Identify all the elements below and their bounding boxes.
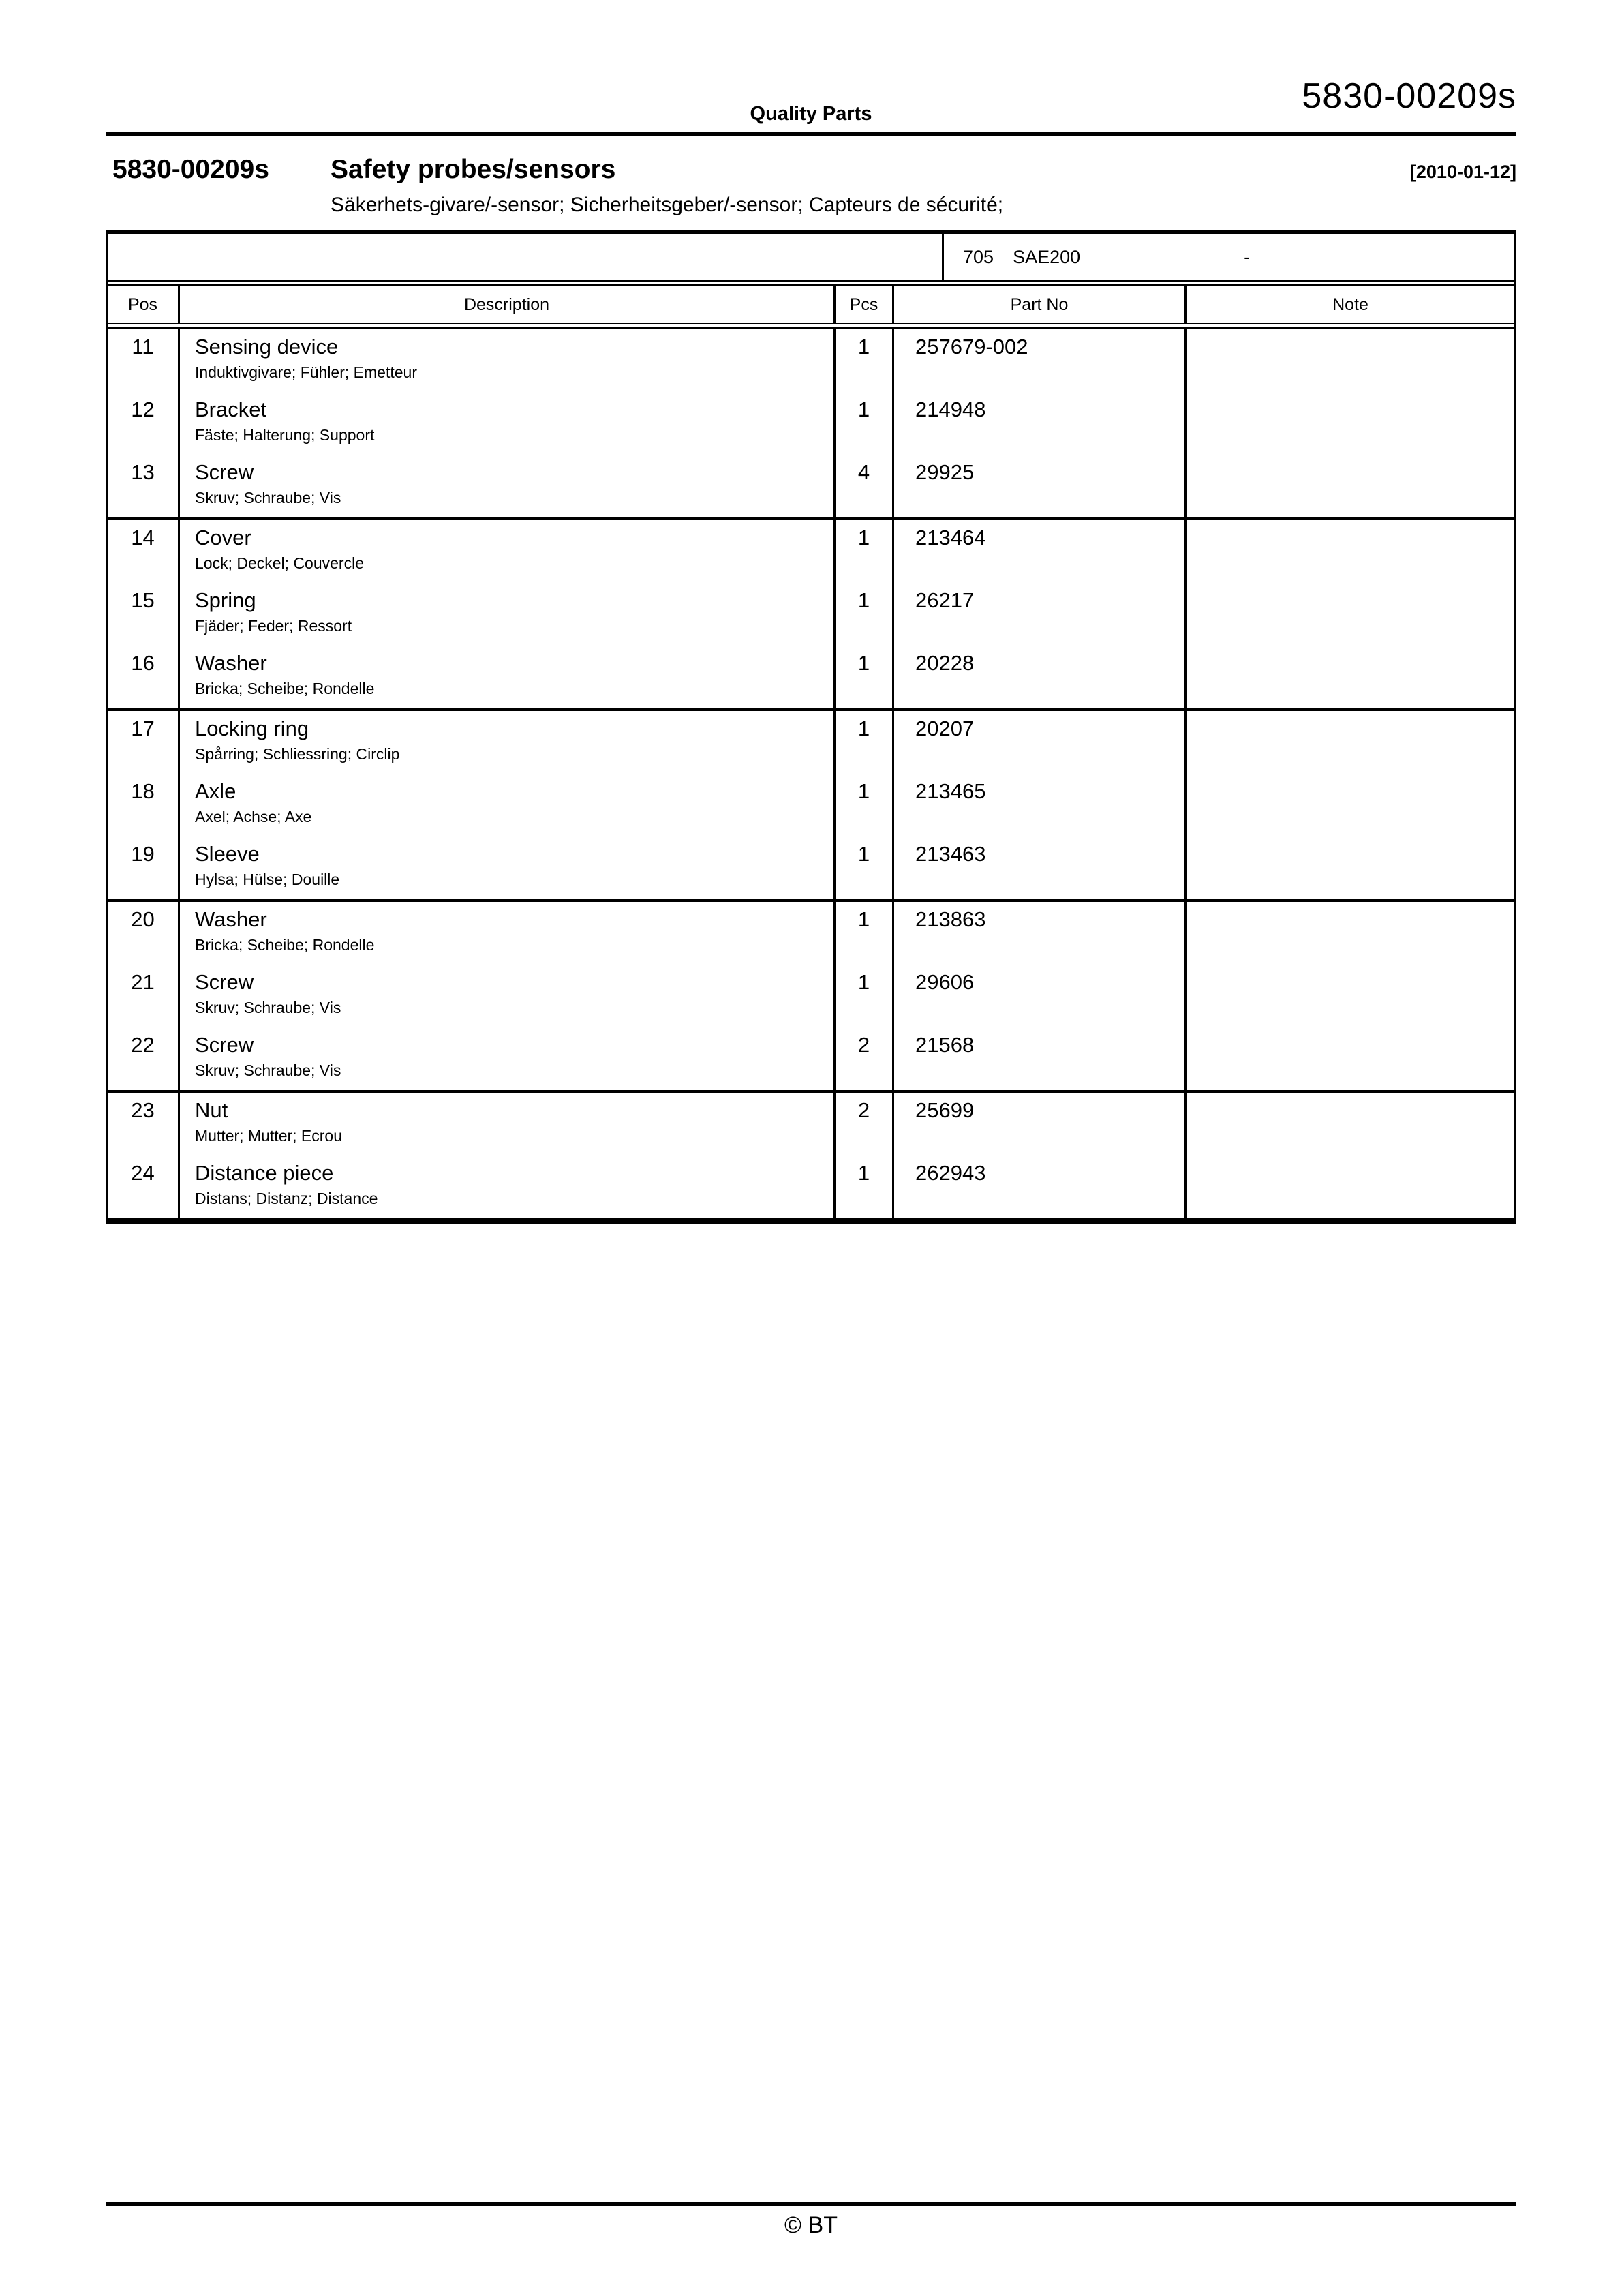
table-group bbox=[108, 517, 1514, 708]
description-text: Washer bbox=[195, 907, 267, 931]
table-group bbox=[108, 708, 1514, 899]
note-cell bbox=[1187, 329, 1514, 392]
model-variant: - bbox=[1244, 246, 1251, 267]
column-header-pos: Pos bbox=[108, 286, 180, 323]
table-row bbox=[108, 836, 1514, 899]
note-cell bbox=[1187, 774, 1514, 836]
note-cell bbox=[1187, 392, 1514, 455]
table-group bbox=[108, 329, 1514, 517]
model-name: SAE200 bbox=[1013, 246, 1081, 267]
table-row bbox=[108, 1027, 1514, 1090]
pcs-cell: 2 bbox=[836, 1027, 894, 1090]
part-no-cell: 25699 bbox=[894, 1093, 1187, 1155]
pos-cell: 19 bbox=[108, 836, 180, 899]
description-translations: Mutter; Mutter; Ecrou bbox=[195, 1127, 343, 1145]
part-no-cell: 257679-002 bbox=[894, 329, 1187, 392]
description-cell bbox=[180, 1155, 836, 1218]
pos-cell: 15 bbox=[108, 583, 180, 646]
part-no-cell: 26217 bbox=[894, 583, 1187, 646]
model-band-empty-cell bbox=[108, 234, 944, 280]
pcs-cell: 1 bbox=[836, 1155, 894, 1218]
table-header-separator bbox=[108, 323, 1514, 329]
pcs-cell: 4 bbox=[836, 455, 894, 517]
table-row bbox=[108, 1155, 1514, 1218]
table-body bbox=[108, 329, 1514, 1218]
page-header-brand: Quality Parts bbox=[750, 103, 872, 125]
model-code: 705 bbox=[963, 246, 994, 267]
table-row bbox=[108, 965, 1514, 1027]
note-cell bbox=[1187, 1155, 1514, 1218]
part-no-cell: 29925 bbox=[894, 455, 1187, 517]
description-translations: Skruv; Schraube; Vis bbox=[195, 1061, 341, 1079]
part-no-cell: 213465 bbox=[894, 774, 1187, 836]
description-translations: Hylsa; Hülse; Douille bbox=[195, 871, 340, 888]
pos-cell: 21 bbox=[108, 965, 180, 1027]
description-translations: Spårring; Schliessring; Circlip bbox=[195, 745, 400, 763]
description-text: Washer bbox=[195, 651, 267, 675]
pcs-cell: 1 bbox=[836, 836, 894, 899]
description-cell bbox=[180, 1093, 836, 1155]
description-translations: Lock; Deckel; Couvercle bbox=[195, 554, 364, 572]
note-cell bbox=[1187, 646, 1514, 708]
part-no-cell: 214948 bbox=[894, 392, 1187, 455]
page-title: Safety probes/sensors bbox=[331, 155, 616, 184]
description-translations: Bricka; Scheibe; Rondelle bbox=[195, 936, 375, 954]
description-text: Screw bbox=[195, 1033, 254, 1057]
table-row bbox=[108, 392, 1514, 455]
table-row bbox=[108, 520, 1514, 583]
pos-cell: 24 bbox=[108, 1155, 180, 1218]
pos-cell: 14 bbox=[108, 520, 180, 583]
column-header-description: Description bbox=[180, 286, 836, 323]
model-band-cell bbox=[944, 234, 1514, 280]
table-row bbox=[108, 455, 1514, 517]
description-translations: Axel; Achse; Axe bbox=[195, 808, 312, 826]
description-cell bbox=[180, 774, 836, 836]
part-no-cell: 262943 bbox=[894, 1155, 1187, 1218]
pcs-cell: 1 bbox=[836, 329, 894, 392]
table-row bbox=[108, 774, 1514, 836]
footer-divider-rule bbox=[106, 2202, 1516, 2206]
note-cell bbox=[1187, 965, 1514, 1027]
pos-cell: 12 bbox=[108, 392, 180, 455]
part-no-cell: 213863 bbox=[894, 902, 1187, 965]
note-cell bbox=[1187, 455, 1514, 517]
pos-cell: 17 bbox=[108, 711, 180, 774]
table-row bbox=[108, 646, 1514, 708]
pos-cell: 22 bbox=[108, 1027, 180, 1090]
description-cell bbox=[180, 711, 836, 774]
description-cell bbox=[180, 583, 836, 646]
part-no-cell: 213463 bbox=[894, 836, 1187, 899]
title-row bbox=[106, 154, 1516, 188]
note-cell bbox=[1187, 836, 1514, 899]
table-row bbox=[108, 583, 1514, 646]
column-header-note: Note bbox=[1332, 294, 1368, 314]
part-no-cell: 20207 bbox=[894, 711, 1187, 774]
description-text: Cover bbox=[195, 526, 251, 549]
note-cell bbox=[1187, 1093, 1514, 1155]
pos-cell: 13 bbox=[108, 455, 180, 517]
pos-cell: 18 bbox=[108, 774, 180, 836]
description-translations: Induktivgivare; Fühler; Emetteur bbox=[195, 363, 417, 381]
column-header-pcs: Pcs bbox=[836, 286, 894, 323]
part-no-cell: 21568 bbox=[894, 1027, 1187, 1090]
table-group bbox=[108, 1090, 1514, 1218]
description-translations: Fäste; Halterung; Support bbox=[195, 426, 375, 444]
description-cell bbox=[180, 646, 836, 708]
pcs-cell: 1 bbox=[836, 711, 894, 774]
pos-cell: 23 bbox=[108, 1093, 180, 1155]
title-translations: Säkerhets-givare/-sensor; Sicherheitsgeber/-sensor; Capteurs de sécurité; bbox=[331, 194, 1004, 216]
table-group bbox=[108, 899, 1514, 1090]
description-translations: Bricka; Scheibe; Rondelle bbox=[195, 680, 375, 697]
note-cell bbox=[1187, 583, 1514, 646]
pcs-cell: 2 bbox=[836, 1093, 894, 1155]
parts-table bbox=[106, 230, 1516, 1224]
description-cell bbox=[180, 520, 836, 583]
description-text: Bracket bbox=[195, 397, 267, 421]
model-band-row bbox=[108, 234, 1514, 280]
description-cell bbox=[180, 902, 836, 965]
part-no-cell: 29606 bbox=[894, 965, 1187, 1027]
table-row bbox=[108, 711, 1514, 774]
pcs-cell: 1 bbox=[836, 902, 894, 965]
description-translations: Skruv; Schraube; Vis bbox=[195, 999, 341, 1016]
page-header-doc-number: 5830-00209s bbox=[1302, 76, 1516, 116]
pcs-cell: 1 bbox=[836, 583, 894, 646]
description-cell bbox=[180, 1027, 836, 1090]
part-no-cell: 213464 bbox=[894, 520, 1187, 583]
model-band-separator bbox=[108, 280, 1514, 286]
description-translations: Distans; Distanz; Distance bbox=[195, 1190, 378, 1207]
description-text: Distance piece bbox=[195, 1161, 334, 1185]
description-translations: Skruv; Schraube; Vis bbox=[195, 489, 341, 507]
description-text: Spring bbox=[195, 588, 256, 612]
header-divider-rule bbox=[106, 132, 1516, 136]
description-text: Sensing device bbox=[195, 335, 339, 359]
description-text: Screw bbox=[195, 460, 254, 484]
description-text: Sleeve bbox=[195, 842, 260, 866]
pcs-cell: 1 bbox=[836, 646, 894, 708]
description-cell bbox=[180, 392, 836, 455]
pos-cell: 16 bbox=[108, 646, 180, 708]
title-doc-number: 5830-00209s bbox=[112, 155, 269, 184]
part-no-cell: 20228 bbox=[894, 646, 1187, 708]
table-row bbox=[108, 1093, 1514, 1155]
note-cell bbox=[1187, 520, 1514, 583]
note-cell bbox=[1187, 711, 1514, 774]
footer-copyright: © BT bbox=[784, 2212, 838, 2238]
table-row bbox=[108, 329, 1514, 392]
description-translations: Fjäder; Feder; Ressort bbox=[195, 617, 352, 635]
pcs-cell: 1 bbox=[836, 520, 894, 583]
pcs-cell: 1 bbox=[836, 774, 894, 836]
note-cell bbox=[1187, 1027, 1514, 1090]
pcs-cell: 1 bbox=[836, 392, 894, 455]
table-row bbox=[108, 902, 1514, 965]
description-cell bbox=[180, 455, 836, 517]
description-text: Screw bbox=[195, 970, 254, 994]
description-text: Nut bbox=[195, 1098, 228, 1122]
description-cell bbox=[180, 965, 836, 1027]
description-cell bbox=[180, 329, 836, 392]
description-cell bbox=[180, 836, 836, 899]
description-text: Locking ring bbox=[195, 716, 309, 740]
description-text: Axle bbox=[195, 779, 236, 803]
table-header-row bbox=[108, 286, 1514, 323]
revision-date: [2010-01-12] bbox=[1409, 162, 1516, 182]
column-header-part-no: Part No bbox=[894, 286, 1187, 323]
pcs-cell: 1 bbox=[836, 965, 894, 1027]
pos-cell: 11 bbox=[108, 329, 180, 392]
pos-cell: 20 bbox=[108, 902, 180, 965]
note-cell bbox=[1187, 902, 1514, 965]
